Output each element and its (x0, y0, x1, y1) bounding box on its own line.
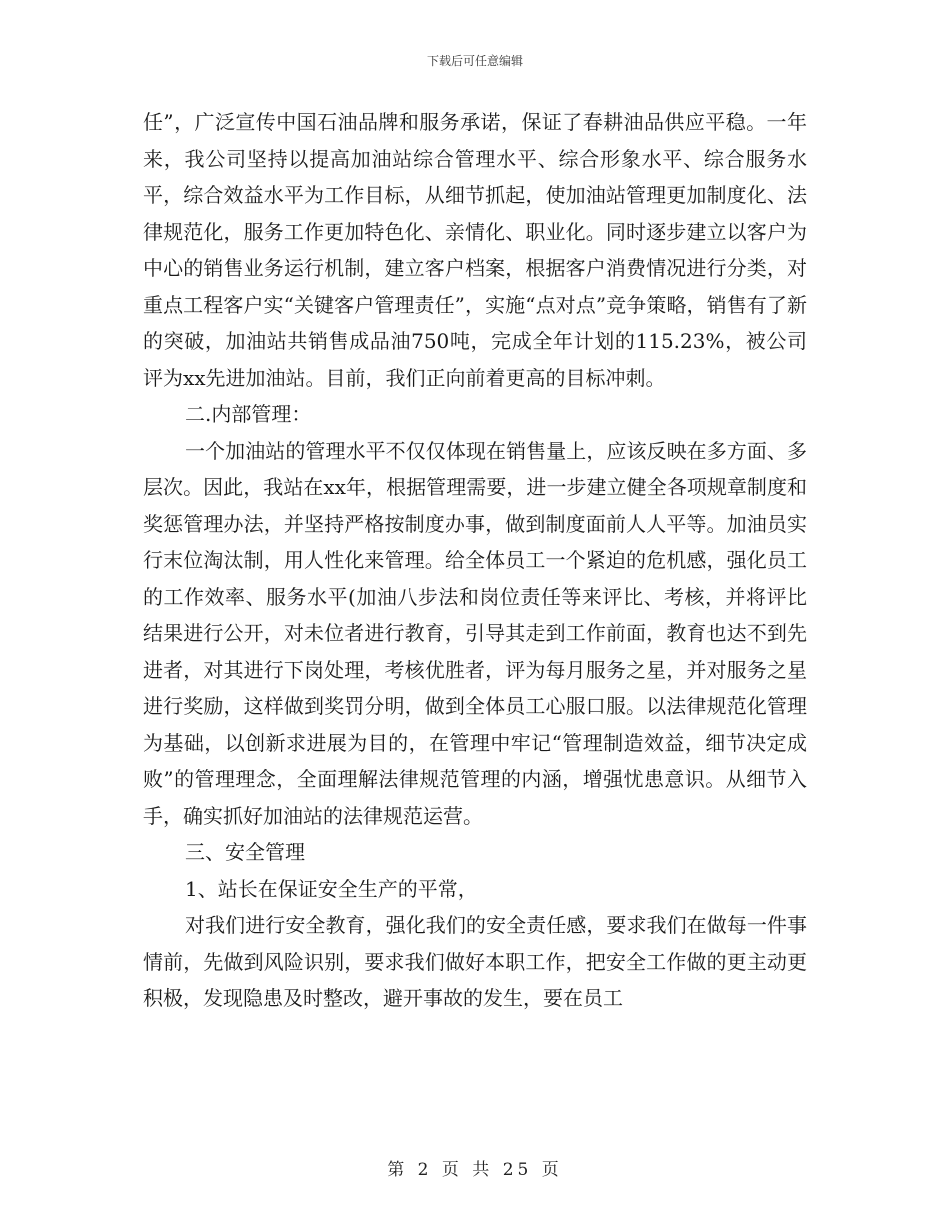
heading-safety-management: 三、安全管理 (185, 840, 305, 864)
paragraph-internal-management: 一个加油站的管理水平不仅仅体现在销售量上，应该反映在多方面、多层次。因此，我站在xx年，根据管理需要，进一步建立健全各项规章制度和奖惩管理办法，并坚持严格按制度办事，做到制度面前人人平等。加油员实行末位淘汰制，用人性化来管理。给全体员工一个紧迫的危机感，强化员工的工作效率、服务水平(加油八步法和岗位责任等来评比、考核，并将评比结果进行公开，对未位者进行教育，引导其走到工作前面，教育也达不到先进者，对其进行下岗处理，考核优胜者，评为每月服务之星，并对服务之星进行奖励，这样做到奖罚分明，做到全体员工心服口服。以法律规范化管理为基础，以创新求进展为目的，在管理中牢记“管理制造效益，细节决定成败”的管理理念，全面理解法律规范管理的内涵，增强忧患意识。从细节入手，确实抓好加油站的法律规范运营。 (143, 438, 807, 828)
paragraph-sales-summary: 任”，广泛宣传中国石油品牌和服务承诺，保证了春耕油品供应平稳。一年来，我公司坚持以提高加油站综合管理水平、综合形象水平、综合服务水平，综合效益水平为工作目标，从细节抓起，使加油站管理更加制度化、法律规范化，服务工作更加特色化、亲情化、职业化。同时逐步建立以客户为中心的销售业务运行机制，建立客户档案，根据客户消费情况进行分类，对重点工程客户实“关键客户管理责任”，实施“点对点”竞争策略，销售有了新的突破，加油站共销售成品油750吨，完成全年计划的115.23%，被公司评为xx先进加油站。目前，我们正向前着更高的目标冲刺。 (143, 110, 807, 390)
paragraph-safety-point-1: 1、站长在保证安全生产的平常， (185, 876, 478, 901)
paragraph-safety-education: 对我们进行安全教育，强化我们的安全责任感，要求我们在做每一件事情前，先做到风险识别，要求我们做好本职工作，把安全工作做的更主动更积极，发现隐患及时整改，避开事故的发生，要在员工 (143, 913, 807, 1010)
page-header: 下载后可任意编辑 (426, 54, 523, 68)
heading-internal-management: 二.内部管理： (185, 402, 312, 426)
document-body (143, 104, 807, 1017)
page-footer: 第 2 页 共 25 页 (387, 1160, 563, 1180)
